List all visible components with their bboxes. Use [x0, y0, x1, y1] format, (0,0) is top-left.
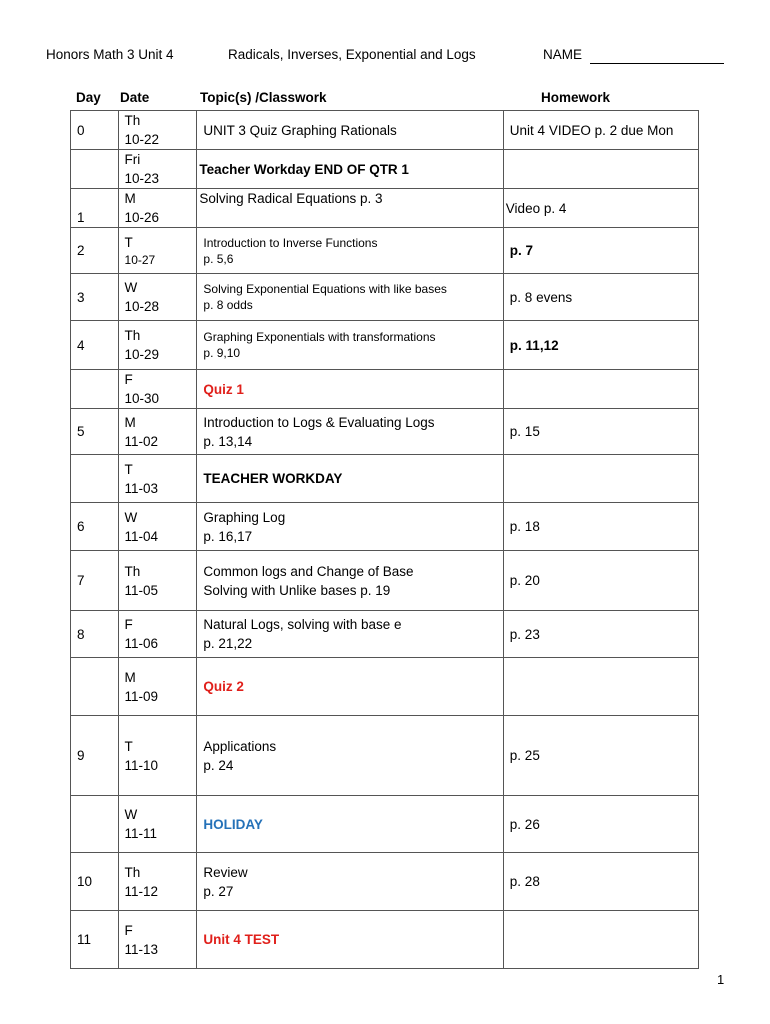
topic-text: Review	[203, 864, 248, 880]
topic-text: Natural Logs, solving with base e	[203, 617, 402, 632]
table-row	[71, 228, 699, 274]
col-header-date: Date	[120, 90, 150, 105]
col-header-day: Day	[76, 90, 101, 105]
day-cell	[71, 150, 119, 189]
table-row	[71, 455, 699, 503]
day-cell	[71, 455, 119, 503]
date-cell	[118, 409, 197, 455]
quiz-label: Quiz 2	[203, 679, 244, 694]
date-text: 11-11	[124, 826, 158, 841]
topic-pages-text: Solving with Unlike bases p. 19	[203, 582, 391, 598]
weekday-text: Fri	[124, 152, 141, 167]
page-number: 1	[717, 972, 725, 987]
topic-text: Solving Radical Equations p. 3	[199, 191, 383, 206]
topic-cell	[197, 658, 503, 716]
topic-cell	[197, 409, 503, 455]
topic-pages-text: p. 16,17	[203, 528, 253, 544]
weekday-text: W	[124, 280, 138, 295]
day-cell	[71, 796, 119, 853]
topic-cell	[197, 796, 503, 853]
topic-text: Applications	[203, 738, 277, 754]
weekday-text: Th	[124, 113, 141, 128]
day-cell: 1	[71, 189, 119, 228]
homework-cell: p. 11,12	[503, 321, 698, 370]
date-text: 10-22	[124, 132, 160, 147]
quiz-label: Quiz 1	[203, 381, 244, 397]
homework-cell: p. 25	[503, 716, 698, 796]
holiday-label: HOLIDAY	[203, 816, 263, 832]
weekday-text: T	[124, 738, 133, 754]
weekday-text: M	[124, 191, 136, 206]
topic-cell	[197, 321, 503, 370]
date-cell	[118, 189, 197, 228]
day-cell: 0	[71, 111, 119, 150]
day-cell: 11	[71, 911, 119, 969]
homework-cell: p. 23	[503, 611, 698, 658]
date-cell	[118, 274, 197, 321]
homework-cell	[503, 911, 698, 969]
topic-pages-text: p. 5,6	[203, 251, 234, 266]
date-cell	[118, 228, 197, 274]
homework-cell	[503, 150, 698, 189]
date-text: 10-28	[124, 299, 160, 314]
date-cell	[118, 716, 197, 796]
schedule-table	[70, 110, 699, 969]
course-title: Honors Math 3 Unit 4	[46, 47, 174, 62]
homework-cell: p. 15	[503, 409, 698, 455]
date-cell	[118, 370, 197, 409]
weekday-text: M	[124, 669, 136, 685]
table-row	[71, 409, 699, 455]
topic-cell	[197, 611, 503, 658]
table-row	[71, 796, 699, 853]
weekday-text: T	[124, 235, 133, 250]
weekday-text: Th	[124, 864, 141, 880]
topic-cell	[197, 189, 503, 228]
weekday-text: Th	[124, 328, 141, 343]
topic-pages-text: p. 13,14	[203, 433, 253, 449]
day-cell: 3	[71, 274, 119, 321]
weekday-text: F	[124, 372, 133, 387]
topic-cell	[197, 370, 503, 409]
day-cell: 2	[71, 228, 119, 274]
date-cell	[118, 911, 197, 969]
name-label: NAME	[543, 47, 583, 62]
unit-title: Radicals, Inverses, Exponential and Logs	[228, 47, 476, 62]
table-row	[71, 911, 699, 969]
topic-cell	[197, 111, 503, 150]
topic-text: Solving Exponential Equations with like bases	[203, 282, 447, 296]
topic-pages-text: p. 27	[203, 883, 234, 899]
date-cell	[118, 853, 197, 911]
topic-text: Introduction to Inverse Functions	[203, 235, 378, 250]
day-cell	[71, 370, 119, 409]
date-text: 11-12	[124, 883, 159, 899]
date-cell	[118, 551, 197, 611]
table-row	[71, 853, 699, 911]
weekday-text: M	[124, 414, 136, 430]
table-row	[71, 370, 699, 409]
topic-pages-text: p. 24	[203, 757, 234, 773]
topic-text: UNIT 3 Quiz Graphing Rationals	[203, 122, 397, 138]
date-text: 10-23	[124, 171, 160, 186]
day-cell: 7	[71, 551, 119, 611]
date-text: 11-04	[124, 528, 159, 544]
homework-cell	[503, 455, 698, 503]
topic-cell	[197, 716, 503, 796]
topic-pages-text: p. 9,10	[203, 346, 241, 360]
homework-cell: p. 7	[503, 228, 698, 274]
day-cell: 10	[71, 853, 119, 911]
day-cell: 9	[71, 716, 119, 796]
col-header-topic: Topic(s) /Classwork	[200, 90, 327, 105]
table-row	[71, 274, 699, 321]
date-text: 10-29	[124, 347, 160, 362]
homework-cell: p. 28	[503, 853, 698, 911]
weekday-text: W	[124, 509, 138, 525]
topic-text: Common logs and Change of Base	[203, 563, 414, 579]
date-text: 11-13	[124, 941, 159, 957]
topic-text: Introduction to Logs & Evaluating Logs	[203, 414, 435, 430]
date-cell	[118, 150, 197, 189]
homework-cell: Unit 4 VIDEO p. 2 due Mon	[503, 111, 698, 150]
name-blank-line	[590, 63, 724, 64]
date-cell	[118, 321, 197, 370]
topic-pages-text: p. 21,22	[203, 636, 253, 651]
topic-cell	[197, 274, 503, 321]
weekday-text: F	[124, 617, 133, 632]
topic-text: Graphing Exponentials with transformations	[203, 330, 436, 344]
weekday-text: F	[124, 922, 133, 938]
topic-text: Graphing Log	[203, 509, 286, 525]
homework-cell	[503, 370, 698, 409]
topic-cell	[197, 911, 503, 969]
date-cell	[118, 111, 197, 150]
date-text: 11-02	[124, 433, 159, 449]
topic-cell	[197, 228, 503, 274]
day-cell: 4	[71, 321, 119, 370]
day-cell: 8	[71, 611, 119, 658]
weekday-text: W	[124, 807, 138, 822]
weekday-text: T	[124, 461, 133, 477]
topic-cell	[197, 551, 503, 611]
date-cell	[118, 796, 197, 853]
topic-text: TEACHER WORKDAY	[203, 471, 343, 486]
date-text: 11-09	[124, 688, 159, 704]
date-text: 10-30	[124, 391, 160, 406]
date-text: 11-05	[124, 582, 159, 598]
table-row	[71, 111, 699, 150]
table-row	[71, 551, 699, 611]
date-text: 11-03	[124, 480, 159, 496]
date-cell	[118, 455, 197, 503]
weekday-text: Th	[124, 563, 141, 579]
table-row	[71, 321, 699, 370]
date-cell	[118, 503, 197, 551]
homework-cell: p. 26	[503, 796, 698, 853]
date-cell	[118, 611, 197, 658]
topic-text: Teacher Workday END OF QTR 1	[199, 161, 409, 177]
test-label: Unit 4 TEST	[203, 932, 280, 947]
topic-cell	[197, 503, 503, 551]
date-cell	[118, 658, 197, 716]
date-text: 11-06	[124, 636, 159, 651]
day-cell: 5	[71, 409, 119, 455]
table-row	[71, 611, 699, 658]
date-text: 11-10	[124, 757, 159, 773]
day-cell: 6	[71, 503, 119, 551]
topic-cell	[197, 150, 503, 189]
homework-cell	[503, 658, 698, 716]
table-row	[71, 658, 699, 716]
date-text: 10-27	[124, 253, 156, 267]
homework-cell: p. 18	[503, 503, 698, 551]
homework-cell: p. 20	[503, 551, 698, 611]
col-header-homework: Homework	[541, 90, 611, 105]
topic-pages-text: p. 8 odds	[203, 298, 253, 312]
table-row	[71, 716, 699, 796]
homework-cell: Video p. 4	[503, 189, 698, 228]
date-text: 10-26	[124, 210, 160, 225]
table-row	[71, 189, 699, 228]
topic-cell	[197, 853, 503, 911]
table-row	[71, 150, 699, 189]
day-cell	[71, 658, 119, 716]
homework-cell: p. 8 evens	[503, 274, 698, 321]
topic-cell	[197, 455, 503, 503]
table-row	[71, 503, 699, 551]
